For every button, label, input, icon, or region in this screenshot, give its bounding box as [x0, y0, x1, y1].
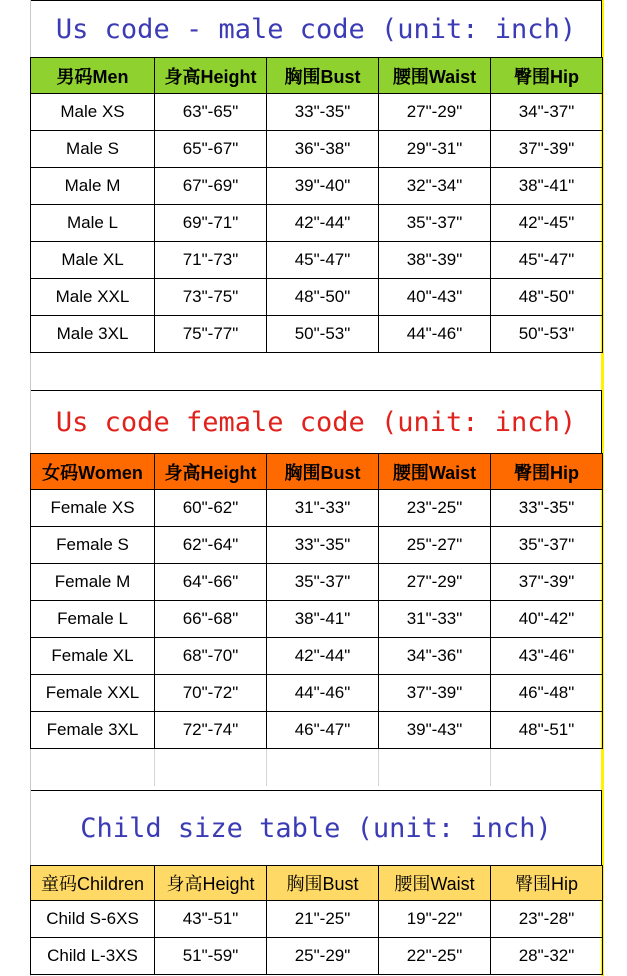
- measurement-cell: 38"-41": [267, 601, 379, 638]
- male-column-header: 臀围Hip: [491, 58, 603, 94]
- male-section-title: Us code - male code (unit: inch): [31, 0, 602, 57]
- table-row: [31, 490, 603, 527]
- child-header-row: [31, 866, 603, 901]
- measurement-cell: 65"-67": [155, 131, 267, 168]
- male-spacer-row: [30, 353, 602, 390]
- size-label-cell: Female XS: [31, 490, 155, 527]
- male-column-header: 身高Height: [155, 58, 267, 94]
- size-label-cell: Child L-3XS: [31, 938, 155, 975]
- measurement-cell: 51"-59": [155, 938, 267, 975]
- size-label-cell: Male L: [31, 205, 155, 242]
- child-column-header: 童码Children: [31, 866, 155, 901]
- female-column-header: 腰围Waist: [379, 454, 491, 490]
- female-column-header: 身高Height: [155, 454, 267, 490]
- measurement-cell: 64"-66": [155, 564, 267, 601]
- measurement-cell: 39"-43": [379, 712, 491, 749]
- measurement-cell: 48"-51": [491, 712, 603, 749]
- measurement-cell: 44"-46": [267, 675, 379, 712]
- size-label-cell: Male XS: [31, 94, 155, 131]
- measurement-cell: 40"-42": [491, 601, 603, 638]
- male-table-body: [31, 58, 603, 353]
- table-row: [31, 205, 603, 242]
- female-column-header: 臀围Hip: [491, 454, 603, 490]
- measurement-cell: 68"-70": [155, 638, 267, 675]
- measurement-cell: 36"-38": [267, 131, 379, 168]
- measurement-cell: 69"-71": [155, 205, 267, 242]
- table-row: [31, 675, 603, 712]
- measurement-cell: 50"-53": [267, 316, 379, 353]
- female-column-header: 胸围Bust: [267, 454, 379, 490]
- table-row: [31, 316, 603, 353]
- measurement-cell: 73"-75": [155, 279, 267, 316]
- table-row: [31, 242, 603, 279]
- child-column-header: 腰围Waist: [379, 866, 491, 901]
- male-size-table: [30, 57, 603, 353]
- table-row: [31, 601, 603, 638]
- table-row: [31, 279, 603, 316]
- measurement-cell: 45"-47": [491, 242, 603, 279]
- size-label-cell: Male M: [31, 168, 155, 205]
- child-column-header: 身高Height: [155, 866, 267, 901]
- size-label-cell: Female XXL: [31, 675, 155, 712]
- measurement-cell: 40"-43": [379, 279, 491, 316]
- measurement-cell: 39"-40": [267, 168, 379, 205]
- measurement-cell: 28"-32": [491, 938, 603, 975]
- measurement-cell: 42"-45": [491, 205, 603, 242]
- table-row: [31, 901, 603, 938]
- size-label-cell: Male S: [31, 131, 155, 168]
- male-column-header: 男码Men: [31, 58, 155, 94]
- measurement-cell: 46"-48": [491, 675, 603, 712]
- measurement-cell: 63"-65": [155, 94, 267, 131]
- measurement-cell: 67"-69": [155, 168, 267, 205]
- measurement-cell: 34"-36": [379, 638, 491, 675]
- female-size-table: [30, 453, 603, 749]
- size-label-cell: Female S: [31, 527, 155, 564]
- table-row: [31, 938, 603, 975]
- measurement-cell: 33"-35": [491, 490, 603, 527]
- measurement-cell: 37"-39": [491, 131, 603, 168]
- measurement-cell: 38"-41": [491, 168, 603, 205]
- measurement-cell: 27"-29": [379, 564, 491, 601]
- measurement-cell: 72"-74": [155, 712, 267, 749]
- measurement-cell: 35"-37": [379, 205, 491, 242]
- size-label-cell: Male XL: [31, 242, 155, 279]
- measurement-cell: 70"-72": [155, 675, 267, 712]
- measurement-cell: 35"-37": [267, 564, 379, 601]
- measurement-cell: 37"-39": [491, 564, 603, 601]
- female-column-header: 女码Women: [31, 454, 155, 490]
- measurement-cell: 25"-29": [267, 938, 379, 975]
- table-row: [31, 712, 603, 749]
- measurement-cell: 23"-28": [491, 901, 603, 938]
- child-table-body: [31, 866, 603, 975]
- size-label-cell: Child S-6XS: [31, 901, 155, 938]
- measurement-cell: 43"-51": [155, 901, 267, 938]
- measurement-cell: 43"-46": [491, 638, 603, 675]
- measurement-cell: 33"-35": [267, 94, 379, 131]
- table-row: [31, 564, 603, 601]
- measurement-cell: 35"-37": [491, 527, 603, 564]
- measurement-cell: 21"-25": [267, 901, 379, 938]
- measurement-cell: 60"-62": [155, 490, 267, 527]
- measurement-cell: 48"-50": [491, 279, 603, 316]
- measurement-cell: 62"-64": [155, 527, 267, 564]
- table-row: [31, 638, 603, 675]
- measurement-cell: 31"-33": [379, 601, 491, 638]
- measurement-cell: 27"-29": [379, 94, 491, 131]
- measurement-cell: 48"-50": [267, 279, 379, 316]
- measurement-cell: 46"-47": [267, 712, 379, 749]
- female-header-row: [31, 454, 603, 490]
- child-column-header: 胸围Bust: [267, 866, 379, 901]
- female-table-body: [31, 454, 603, 749]
- size-label-cell: Male XXL: [31, 279, 155, 316]
- measurement-cell: 25"-27": [379, 527, 491, 564]
- table-row: [31, 527, 603, 564]
- male-column-header: 胸围Bust: [267, 58, 379, 94]
- measurement-cell: 45"-47": [267, 242, 379, 279]
- table-row: [31, 131, 603, 168]
- measurement-cell: 66"-68": [155, 601, 267, 638]
- child-size-table: [30, 865, 603, 975]
- child-column-header: 臀围Hip: [491, 866, 603, 901]
- child-section-title: Child size table (unit: inch): [31, 790, 602, 865]
- measurement-cell: 38"-39": [379, 242, 491, 279]
- measurement-cell: 71"-73": [155, 242, 267, 279]
- measurement-cell: 42"-44": [267, 205, 379, 242]
- measurement-cell: 29"-31": [379, 131, 491, 168]
- measurement-cell: 50"-53": [491, 316, 603, 353]
- size-label-cell: Female 3XL: [31, 712, 155, 749]
- male-column-header: 腰围Waist: [379, 58, 491, 94]
- size-label-cell: Male 3XL: [31, 316, 155, 353]
- measurement-cell: 37"-39": [379, 675, 491, 712]
- measurement-cell: 32"-34": [379, 168, 491, 205]
- size-label-cell: Female L: [31, 601, 155, 638]
- table-row: [31, 94, 603, 131]
- female-spacer-row: [30, 749, 602, 786]
- female-section-title: Us code female code (unit: inch): [31, 390, 602, 453]
- size-label-cell: Female M: [31, 564, 155, 601]
- measurement-cell: 22"-25": [379, 938, 491, 975]
- male-header-row: [31, 58, 603, 94]
- measurement-cell: 75"-77": [155, 316, 267, 353]
- measurement-cell: 44"-46": [379, 316, 491, 353]
- measurement-cell: 42"-44": [267, 638, 379, 675]
- measurement-cell: 23"-25": [379, 490, 491, 527]
- measurement-cell: 31"-33": [267, 490, 379, 527]
- measurement-cell: 33"-35": [267, 527, 379, 564]
- size-label-cell: Female XL: [31, 638, 155, 675]
- table-row: [31, 168, 603, 205]
- measurement-cell: 34"-37": [491, 94, 603, 131]
- measurement-cell: 19"-22": [379, 901, 491, 938]
